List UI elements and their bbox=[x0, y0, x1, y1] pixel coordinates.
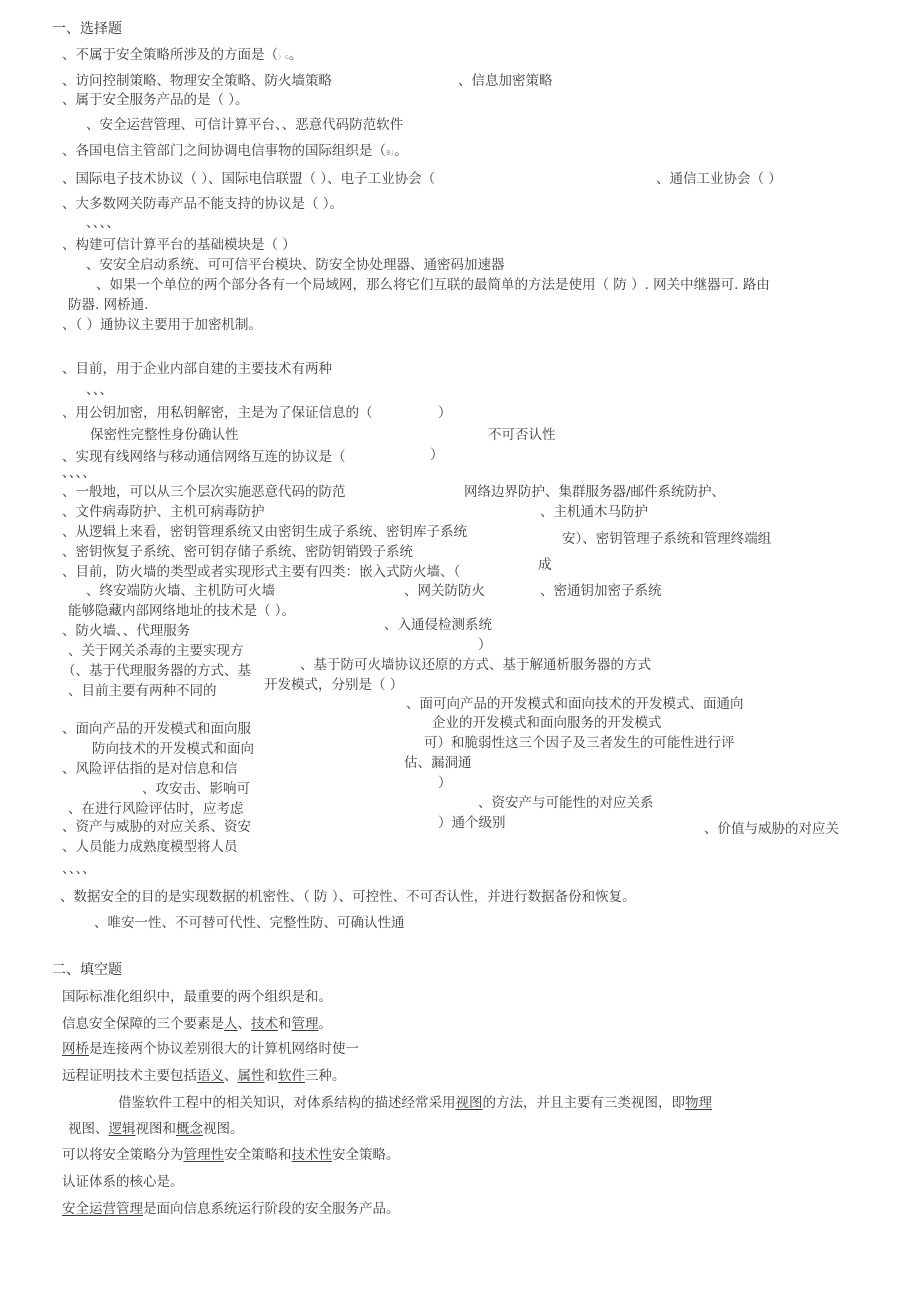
question-6-cont: 防器. 网桥通. bbox=[68, 297, 149, 313]
section-heading-choice: 一、选择题 bbox=[52, 21, 122, 37]
fill-2: 信息安全保障的三个要素是人、技术和管理。 bbox=[62, 1016, 332, 1032]
answer-gainian: 概念 bbox=[176, 1121, 203, 1137]
answer-ren: 人 bbox=[224, 1016, 238, 1032]
section-heading-fill: 二、填空题 bbox=[52, 962, 122, 978]
answer-guanlixing: 管理性 bbox=[183, 1147, 224, 1163]
fill-7: 认证体系的核心是。 bbox=[62, 1174, 184, 1190]
question-18-option-d: 、价值与威胁的对应关 bbox=[704, 821, 839, 837]
fill-5-cont: 视图、逻辑视图和概念视图。 bbox=[68, 1121, 244, 1137]
fill-8: 安全运营管理是面向信息系统运行阶段的安全服务产品。 bbox=[62, 1201, 400, 1217]
question-9-option-d: 不可否认性 bbox=[488, 427, 556, 443]
question-3-option-d: 、通信工业协会（ ） bbox=[656, 171, 782, 187]
question-12-cont2: 成 bbox=[538, 557, 552, 573]
question-18-option-a: 、资产与威胁的对应关系、资安 bbox=[62, 819, 251, 835]
question-10: 、实现有线网络与移动通信网络互连的协议是（ bbox=[62, 449, 346, 465]
question-10-paren: ） bbox=[430, 447, 444, 463]
question-12-options: 、密钥恢复子系统、密可钥存储子系统、密防钥销毁子系统 bbox=[62, 544, 413, 560]
question-17: 、风险评估指的是对信息和信 bbox=[62, 761, 238, 777]
answer-yuyi: 语义 bbox=[197, 1068, 224, 1084]
question-13-options: 、终安端防火墙、主机防可火墙 bbox=[86, 583, 275, 599]
answer-luoji: 逻辑 bbox=[108, 1121, 136, 1137]
question-16-cont: 开发模式，分别是（ ） bbox=[264, 677, 404, 693]
question-13-option-c: 、网关防防火 bbox=[404, 583, 485, 599]
question-4-options: 、、、、 bbox=[86, 215, 120, 231]
fill-1: 国际标准化组织中，最重要的两个组织是和。 bbox=[62, 989, 332, 1005]
question-18-option-b: 、资安产与可能性的对应关系 bbox=[478, 795, 654, 811]
question-1-option-d: 、信息加密策略 bbox=[458, 73, 553, 89]
answer-wangqiao: 网桥 bbox=[62, 1041, 89, 1057]
fill-5: 借鉴软件工程中的相关知识，对体系结构的描述经常采用视图的方法，并且主要有三类视图，即物理 bbox=[118, 1095, 712, 1111]
question-15-options: （、基于代理服务器的方式、基 bbox=[62, 663, 251, 679]
question-19: 、人员能力成熟度模型将人员 bbox=[62, 839, 238, 855]
question-16-option-a: 、面可向产品的开发模式和面向技术的开发模式、面通向 bbox=[406, 696, 744, 712]
question-16: 、目前主要有两种不同的 bbox=[68, 683, 217, 699]
fill-6: 可以将安全策略分为管理性安全策略和技术性安全策略。 bbox=[62, 1147, 400, 1163]
question-20: 、数据安全的目的是实现数据的机密性、（ 防 ）、可控性、不可否认性，并进行数据备份和恢复。 bbox=[60, 889, 636, 905]
question-13: 、目前，防火墙的类型或者实现形式主要有四类：嵌入式防火墙、（ bbox=[62, 564, 461, 580]
question-10-options: 、、、、 bbox=[62, 465, 96, 481]
question-11-option-d: 、主机通木马防护 bbox=[540, 504, 648, 520]
question-20-options: 、唯安一性、不可替可代性、完整性防、可确认性通 bbox=[94, 915, 405, 931]
question-15-paren: ） bbox=[478, 637, 492, 653]
question-19-cont: ）通个级别 bbox=[438, 815, 506, 831]
question-14-option-d: 、入通侵检测系统 bbox=[384, 617, 492, 633]
question-12-cont: 安）、密钥管理子系统和管理终端组 bbox=[562, 531, 772, 547]
question-15-options-cont: 、基于防可火墙协议还原的方式、基于解通析服务器的方式 bbox=[300, 657, 651, 673]
fill-4: 远程证明技术主要包括语义、属性和软件三种。 bbox=[62, 1068, 346, 1084]
answer-shuxing: 属性 bbox=[237, 1068, 265, 1084]
question-17-cont2: 估、漏洞通 bbox=[404, 755, 472, 771]
fill-3: 网桥是连接两个协议差别很大的计算机网络时使一 bbox=[62, 1041, 359, 1057]
question-2-options: 、安全运营管理、可信计算平台、、恶意代码防范软件 bbox=[86, 117, 404, 133]
question-8: 、目前，用于企业内部自建的主要技术有两种 bbox=[62, 361, 332, 377]
answer-guanli: 管理 bbox=[291, 1016, 319, 1032]
answer-wuli: 物理 bbox=[685, 1095, 712, 1111]
question-7: 、（ ）通协议主要用于加密机制。 bbox=[62, 317, 263, 333]
question-11-option-a: 网络边界防护、集群服务器/邮件系统防护、 bbox=[464, 484, 726, 500]
question-19-options: 、、、、 bbox=[62, 861, 96, 877]
question-9-options: 保密性完整性身份确认性 bbox=[90, 427, 239, 443]
answer-jishuxing: 技术性 bbox=[291, 1147, 332, 1163]
question-3-options: 、国际电子技术协议（ ）、国际电信联盟（ ）、电子工业协会（ bbox=[62, 171, 436, 187]
question-17-options: 、攻安击、影响可 bbox=[142, 781, 250, 797]
question-18: 、在进行风险评估时，应考虑 bbox=[68, 801, 244, 817]
question-5: 、构建可信计算平台的基础模块是（ ） bbox=[62, 237, 296, 253]
question-9: 、用公钥加密，用私钥解密，主是为了保证信息的（ bbox=[62, 405, 373, 421]
question-3: 、各国电信主管部门之间协调电信事物的国际组织是（B）。 bbox=[62, 143, 408, 159]
question-6: 、如果一个单位的两个部分各有一个局域网，那么将它们互联的最简单的方法是使用（ 防 ）. 网关中继器可. 路由 bbox=[96, 277, 770, 293]
question-8-options: 、、、 bbox=[86, 382, 113, 398]
question-16-option-c: 、面向产品的开发模式和面向服 bbox=[62, 721, 251, 737]
question-14-options: 、防火墙、、代理服务 bbox=[62, 623, 191, 639]
question-5-options: 、安安全启动系统、可可信平台模块、防安全协处理器、通密码加速器 bbox=[86, 257, 505, 273]
question-2: 、属于安全服务产品的是（ ）。 bbox=[62, 92, 249, 108]
answer-anquanyunying: 安全运营管理 bbox=[62, 1201, 143, 1217]
question-17-cont: 可）和脆弱性这三个因子及三者发生的可能性进行评 bbox=[424, 735, 735, 751]
question-14: 能够隐藏内部网络地址的技术是（ ）。 bbox=[68, 603, 296, 619]
answer-shitu: 视图 bbox=[455, 1095, 483, 1111]
question-17-paren: ） bbox=[438, 775, 452, 791]
question-12: 、从逻辑上来看，密钥管理系统又由密钥生成子系统、密钥库子系统 bbox=[62, 524, 467, 540]
answer-ruanjian: 软件 bbox=[278, 1068, 305, 1084]
answer-jishu: 技术 bbox=[251, 1016, 278, 1032]
question-11-options: 、文件病毒防护、主机可病毒防护 bbox=[62, 504, 265, 520]
question-1: 、不属于安全策略所涉及的方面是（）c。 bbox=[62, 47, 303, 63]
question-13-option-d: 、密通钥加密子系统 bbox=[540, 583, 662, 599]
question-16-option-d: 防向技术的开发模式和面向 bbox=[92, 741, 254, 757]
question-9-paren: ） bbox=[438, 405, 452, 421]
question-4: 、大多数网关防毒产品不能支持的协议是（ ）。 bbox=[62, 196, 344, 212]
question-1-options: 、访问控制策略、物理安全策略、防火墙策略 bbox=[62, 73, 332, 89]
question-16-option-b: 企业的开发模式和面向服务的开发模式 bbox=[432, 715, 662, 731]
question-15: 、关于网关杀毒的主要实现方 bbox=[68, 643, 244, 659]
question-11: 、一般地，可以从三个层次实施恶意代码的防范 bbox=[62, 484, 346, 500]
